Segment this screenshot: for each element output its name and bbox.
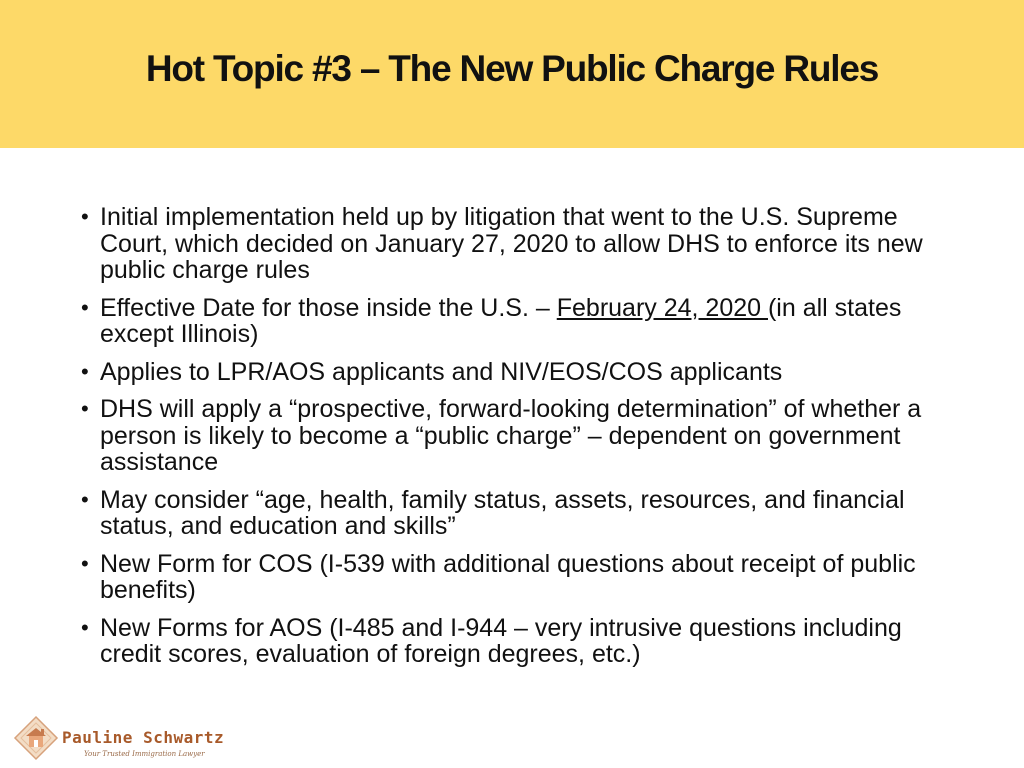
bullet-text: Initial implementation held up by litigation that went to the U.S. Supreme Court, which decided on January 27, 2020 to allow DHS to enforce its new public charge rules xyxy=(100,203,923,284)
logo-tagline: Your Trusted Immigration Lawyer xyxy=(84,750,205,758)
bullet-item xyxy=(80,487,960,540)
bullet-text: New Form for COS (I-539 with additional questions about receipt of public benefits) xyxy=(100,549,916,604)
bullet-text: May consider “age, health, family status, assets, resources, and financial status, and education and skills” xyxy=(100,485,905,540)
bullet-text: Applies to LPR/AOS applicants and NIV/EOS/COS applicants xyxy=(100,357,783,386)
bullet-list xyxy=(80,204,960,679)
bullet-item xyxy=(80,615,960,668)
bullet-item xyxy=(80,204,960,284)
bullet-text-continued: (in all states except Illinois) xyxy=(100,293,902,348)
bullet-item xyxy=(80,295,960,348)
logo-name: Pauline Schwartz xyxy=(62,728,225,747)
company-logo xyxy=(12,714,252,766)
bullet-item xyxy=(80,359,960,386)
bullet-item xyxy=(80,396,960,476)
bullet-text: Effective Date for those inside the U.S. – xyxy=(100,293,557,322)
bullet-text: DHS will apply a “prospective, forward-looking determination” of whether a person is likely to become a “public charge” – dependent on government assistance xyxy=(100,395,922,476)
title-banner xyxy=(0,0,1024,148)
slide-title: Hot Topic #3 – The New Public Charge Rules xyxy=(145,48,879,89)
house-logo-icon xyxy=(12,714,60,762)
bullet-item xyxy=(80,551,960,604)
effective-date-link[interactable]: February 24, 2020 xyxy=(556,293,768,322)
bullet-text: New Forms for AOS (I-485 and I-944 – very intrusive questions including credit scores, evaluation of foreign degrees, etc.) xyxy=(100,613,902,668)
